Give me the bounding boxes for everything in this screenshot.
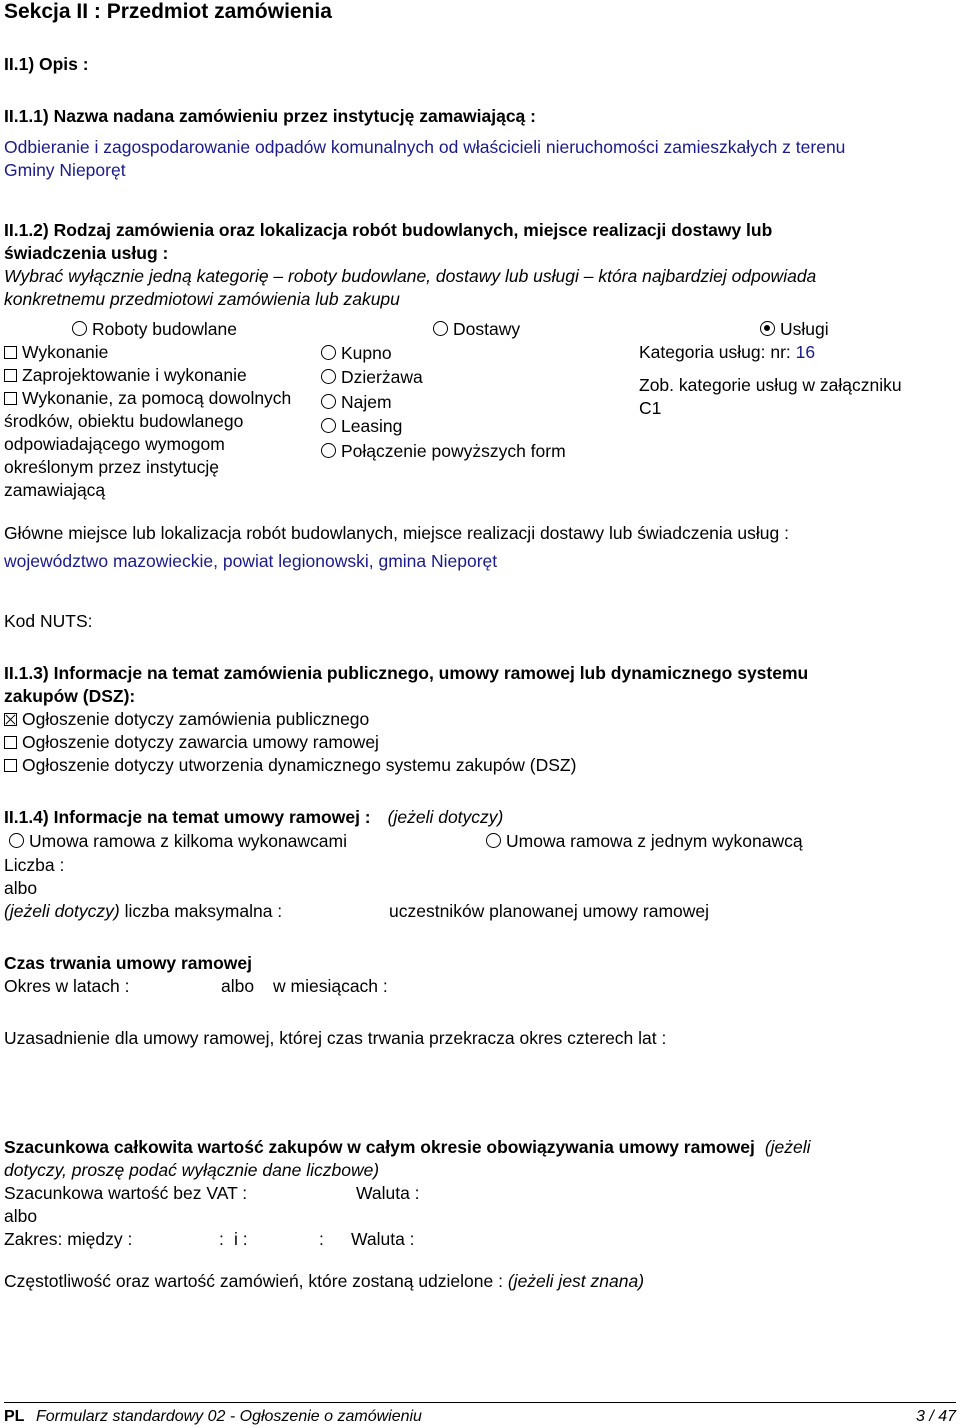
roboty-cont-line1: środków, obiektu budowlanego [4, 411, 244, 431]
zob-line1: Zob. kategorie usług w załączniku [639, 375, 902, 395]
roboty-cont-line4: zamawiającą [4, 480, 106, 500]
check-wykonanie-dowolnych[interactable]: Wykonanie, za pomocą dowolnych [4, 387, 291, 410]
checkbox-empty-icon [4, 736, 17, 749]
radio-polaczenie[interactable]: Połączenie powyższych form [321, 440, 566, 463]
szacunkowa-note-line2: dotyczy, proszę podać wyłącznie dane liczbowe) [4, 1160, 380, 1180]
nazwa-value-line2: Gminy Nieporęt [4, 160, 126, 180]
radio-empty-icon [321, 369, 336, 384]
radio-empty-icon [321, 394, 336, 409]
czestotliwosc: Częstotliwość oraz wartość zamówień, które zostaną udzielone : (jeżeli jest znana) [4, 1271, 645, 1291]
check-umowa-ramowa[interactable]: Ogłoszenie dotyczy zawarcia umowy ramowej [4, 731, 379, 754]
liczba-label: Liczba : [4, 855, 65, 875]
radio-jednym[interactable]: Umowa ramowa z jednym wykonawcą [486, 830, 803, 853]
radio-empty-icon [9, 833, 24, 848]
rodzaj-note-line2: konkretnemu przedmiotowi zamówienia lub zakupu [4, 289, 400, 309]
radio-empty-icon [321, 418, 336, 433]
footer-form: Formularz standardowy 02 - Ogłoszenie o zamówieniu [36, 1408, 422, 1425]
checkbox-empty-icon [4, 759, 17, 772]
nazwa-value-line1: Odbieranie i zagospodarowanie odpadów komunalnych od właścicieli nieruchomości zamieszkałych z terenu [4, 137, 846, 157]
albo-1: albo [4, 878, 38, 898]
radio-roboty[interactable]: Roboty budowlane [72, 318, 237, 341]
zakres-i: i : [234, 1229, 248, 1249]
checkbox-empty-icon [4, 369, 17, 382]
radio-empty-icon [321, 443, 336, 458]
checkbox-empty-icon [4, 346, 17, 359]
heading-rodzaj-line1: II.1.2) Rodzaj zamówienia oraz lokalizacja robót budowlanych, miejsce realizacji dostawy lub [4, 220, 773, 240]
zob-line2: C1 [639, 398, 662, 418]
roboty-cont-line2: odpowiadającego wymogom [4, 434, 225, 454]
liczba-maksymalna: (jeżeli dotyczy) liczba maksymalna : [4, 901, 283, 921]
kategoria-value: 16 [795, 342, 816, 362]
check-wykonanie[interactable]: Wykonanie [4, 341, 108, 364]
rodzaj-note-line1: Wybrać wyłącznie jedną kategorię – roboty budowlane, dostawy lub usługi – która najbardziej odpowiada [4, 266, 817, 286]
check-dsz[interactable]: Ogłoszenie dotyczy utworzenia dynamicznego systemu zakupów (DSZ) [4, 754, 576, 777]
miejsce-value: województwo mazowieckie, powiat legionowski, gmina Nieporęt [4, 551, 498, 571]
radio-empty-icon [321, 345, 336, 360]
radio-kupno[interactable]: Kupno [321, 342, 392, 365]
radio-selected-icon [760, 321, 775, 336]
miejsce-label: Główne miejsce lub lokalizacja robót budowlanych, miejsce realizacji dostawy lub świadczenia usług : [4, 523, 789, 543]
checkbox-checked-icon [4, 713, 17, 726]
checkbox-empty-icon [4, 392, 17, 405]
radio-empty-icon [433, 321, 448, 336]
heading-opis: II.1) Opis : [4, 54, 89, 74]
footer-page: 3 / 47 [915, 1408, 956, 1425]
radio-uslugi[interactable]: Usługi [760, 318, 829, 341]
uczestnikow-label: uczestników planowanej umowy ramowej [389, 901, 710, 921]
albo-2: albo [221, 976, 255, 996]
uzasadnienie: Uzasadnienie dla umowy ramowej, której czas trwania przekracza okres czterech lat : [4, 1028, 667, 1048]
heading-informacje-line2: zakupów (DSZ): [4, 686, 136, 706]
radio-kilkoma[interactable]: Umowa ramowa z kilkoma wykonawcami [9, 830, 347, 853]
okres-latach: Okres w latach : [4, 976, 130, 996]
kod-nuts: Kod NUTS: [4, 611, 93, 631]
heading-rodzaj-line2: świadczenia usług : [4, 243, 169, 263]
footer-lang: PL [4, 1408, 25, 1425]
check-zaprojektowanie[interactable]: Zaprojektowanie i wykonanie [4, 364, 247, 387]
zakres-colon: : [219, 1229, 224, 1249]
zakres-miedzy: Zakres: między : [4, 1229, 133, 1249]
section-title: Sekcja II : Przedmiot zamówienia [4, 0, 332, 23]
radio-empty-icon [72, 321, 87, 336]
albo-3: albo [4, 1206, 38, 1226]
radio-najem[interactable]: Najem [321, 391, 392, 414]
heading-umowa-ramowa: II.1.4) Informacje na temat umowy ramowej : (jeżeli dotyczy) [4, 807, 504, 827]
czas-trwania-title: Czas trwania umowy ramowej [4, 953, 252, 973]
szacunkowa-vat: Szacunkowa wartość bez VAT : [4, 1183, 248, 1203]
waluta-2: Waluta : [351, 1229, 415, 1249]
radio-dzierzawa[interactable]: Dzierżawa [321, 366, 423, 389]
waluta-1: Waluta : [356, 1183, 420, 1203]
roboty-cont-line3: określonym przez instytucję [4, 457, 219, 477]
radio-dostawy[interactable]: Dostawy [433, 318, 520, 341]
w-miesiacach: w miesiącach : [273, 976, 388, 996]
zakres-colon-2: : [319, 1229, 324, 1249]
check-zamowienie-publiczne[interactable]: Ogłoszenie dotyczy zamówienia publicznego [4, 708, 369, 731]
heading-nazwa: II.1.1) Nazwa nadana zamówieniu przez instytucję zamawiającą : [4, 106, 536, 126]
szacunkowa-title-line1: Szacunkowa całkowita wartość zakupów w całym okresie obowiązywania umowy ramowej (jeżeli [4, 1137, 811, 1157]
footer-divider [4, 1402, 956, 1403]
radio-leasing[interactable]: Leasing [321, 415, 402, 438]
kategoria-uslug: Kategoria usług: nr: 16 [639, 342, 816, 362]
radio-empty-icon [486, 833, 501, 848]
heading-informacje-line1: II.1.3) Informacje na temat zamówienia publicznego, umowy ramowej lub dynamicznego systemu [4, 663, 809, 683]
